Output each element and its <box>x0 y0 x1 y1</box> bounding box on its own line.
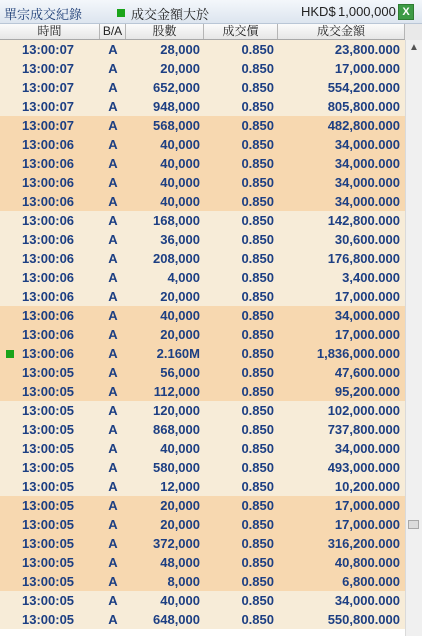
table-row[interactable] <box>0 496 405 515</box>
filter-indicator-icon <box>117 9 125 17</box>
cell-ba: A <box>108 574 118 589</box>
cell-ba: A <box>108 118 118 133</box>
large-trade-marker-icon <box>6 350 14 358</box>
scrollbar-corner <box>405 24 422 40</box>
cell-shares: 48,000 <box>160 555 200 570</box>
cell-amount: 17,000.000 <box>334 327 400 342</box>
cell-ba: A <box>108 99 118 114</box>
currency-label: HKD$ <box>301 4 336 19</box>
table-row[interactable] <box>0 439 405 458</box>
scroll-thumb[interactable] <box>408 520 419 529</box>
cell-time: 13:00:06 <box>22 232 75 247</box>
table-row[interactable] <box>0 306 405 325</box>
cell-ba: A <box>108 441 118 456</box>
cell-amount: 6,800.000 <box>342 574 400 589</box>
cell-amount: 17,000.000 <box>334 61 400 76</box>
cell-price: 0.850 <box>241 232 274 247</box>
cell-time: 13:00:06 <box>22 156 75 171</box>
cell-shares: 40,000 <box>160 441 200 456</box>
cell-shares: 40,000 <box>160 156 200 171</box>
cell-ba: A <box>108 270 118 285</box>
cell-amount: 23,800.000 <box>334 42 400 57</box>
cell-ba: A <box>108 593 118 608</box>
table-row[interactable] <box>0 287 405 306</box>
column-header-shares[interactable]: 股數 <box>126 24 204 39</box>
cell-time: 13:00:06 <box>22 327 75 342</box>
table-row[interactable] <box>0 192 405 211</box>
cell-ba: A <box>108 232 118 247</box>
table-row[interactable] <box>0 420 405 439</box>
cell-price: 0.850 <box>241 194 274 209</box>
vertical-scrollbar[interactable] <box>405 40 422 636</box>
table-row[interactable] <box>0 59 405 78</box>
window-title: 單宗成交紀錄 <box>4 7 83 22</box>
table-row[interactable] <box>0 344 405 363</box>
cell-shares: 8,000 <box>167 574 200 589</box>
cell-ba: A <box>108 479 118 494</box>
cell-ba: A <box>108 384 118 399</box>
cell-price: 0.850 <box>241 61 274 76</box>
cell-shares: 12,000 <box>160 479 200 494</box>
cell-shares: 168,000 <box>153 213 200 228</box>
cell-shares: 208,000 <box>153 251 200 266</box>
cell-ba: A <box>108 42 118 57</box>
cell-ba: A <box>108 422 118 437</box>
cell-price: 0.850 <box>241 213 274 228</box>
cell-ba: A <box>108 536 118 551</box>
cell-ba: A <box>108 555 118 570</box>
table-row[interactable] <box>0 572 405 591</box>
table-row[interactable] <box>0 211 405 230</box>
cell-time: 13:00:06 <box>22 346 75 361</box>
cell-time: 13:00:07 <box>22 118 75 133</box>
cell-ba: A <box>108 156 118 171</box>
cell-time: 13:00:05 <box>22 441 75 456</box>
cell-ba: A <box>108 460 118 475</box>
cell-shares: 40,000 <box>160 194 200 209</box>
column-header-time[interactable]: 時間 <box>0 24 100 39</box>
cell-shares: 40,000 <box>160 308 200 323</box>
cell-price: 0.850 <box>241 118 274 133</box>
cell-price: 0.850 <box>241 251 274 266</box>
cell-ba: A <box>108 365 118 380</box>
trade-list <box>0 40 405 636</box>
cell-shares: 40,000 <box>160 137 200 152</box>
column-header-price[interactable]: 成交價 <box>204 24 278 39</box>
cell-price: 0.850 <box>241 384 274 399</box>
cell-price: 0.850 <box>241 270 274 285</box>
cell-time: 13:00:06 <box>22 289 75 304</box>
cell-price: 0.850 <box>241 403 274 418</box>
cell-amount: 34,000.000 <box>334 593 400 608</box>
cell-ba: A <box>108 137 118 152</box>
cell-time: 13:00:07 <box>22 61 75 76</box>
cell-price: 0.850 <box>241 346 274 361</box>
cell-price: 0.850 <box>241 555 274 570</box>
cell-time: 13:00:05 <box>22 384 75 399</box>
cell-ba: A <box>108 80 118 95</box>
table-header <box>0 24 405 40</box>
cell-time: 13:00:05 <box>22 365 75 380</box>
table-row[interactable] <box>0 268 405 287</box>
cell-time: 13:00:05 <box>22 479 75 494</box>
table-row[interactable] <box>0 515 405 534</box>
cell-price: 0.850 <box>241 156 274 171</box>
cell-shares: 2.160M <box>156 346 200 361</box>
column-header-amount[interactable]: 成交金額 <box>278 24 405 39</box>
table-row[interactable] <box>0 534 405 553</box>
cell-amount: 3,400.000 <box>342 270 400 285</box>
cell-ba: A <box>108 403 118 418</box>
table-row[interactable] <box>0 591 405 610</box>
cell-price: 0.850 <box>241 441 274 456</box>
cell-price: 0.850 <box>241 479 274 494</box>
cell-amount: 10,200.000 <box>334 479 400 494</box>
cell-price: 0.850 <box>241 460 274 475</box>
scroll-up-icon[interactable]: ▲ <box>409 42 419 53</box>
cell-shares: 120,000 <box>153 403 200 418</box>
table-row[interactable] <box>0 458 405 477</box>
table-row[interactable] <box>0 477 405 496</box>
cell-ba: A <box>108 308 118 323</box>
cell-shares: 40,000 <box>160 593 200 608</box>
cell-time: 13:00:06 <box>22 308 75 323</box>
table-row[interactable] <box>0 382 405 401</box>
cell-shares: 648,000 <box>153 612 200 627</box>
cell-amount: 34,000.000 <box>334 441 400 456</box>
cell-amount: 17,000.000 <box>334 498 400 513</box>
cell-shares: 948,000 <box>153 99 200 114</box>
cell-shares: 28,000 <box>160 42 200 57</box>
cell-time: 13:00:05 <box>22 403 75 418</box>
cell-amount: 17,000.000 <box>334 289 400 304</box>
cell-amount: 482,800.000 <box>327 118 400 133</box>
cell-amount: 550,800.000 <box>327 612 400 627</box>
cell-time: 13:00:06 <box>22 175 75 190</box>
cell-amount: 493,000.000 <box>327 460 400 475</box>
cell-amount: 40,800.000 <box>334 555 400 570</box>
cell-amount: 34,000.000 <box>334 137 400 152</box>
cell-ba: A <box>108 194 118 209</box>
cell-amount: 1,836,000.000 <box>316 346 400 361</box>
cell-time: 13:00:05 <box>22 612 75 627</box>
cell-ba: A <box>108 612 118 627</box>
cell-price: 0.850 <box>241 137 274 152</box>
cell-amount: 554,200.000 <box>327 80 400 95</box>
cell-ba: A <box>108 175 118 190</box>
cell-amount: 34,000.000 <box>334 156 400 171</box>
cell-amount: 34,000.000 <box>334 175 400 190</box>
table-row[interactable] <box>0 363 405 382</box>
cell-shares: 868,000 <box>153 422 200 437</box>
cell-shares: 580,000 <box>153 460 200 475</box>
table-row[interactable] <box>0 78 405 97</box>
table-row[interactable] <box>0 154 405 173</box>
cell-price: 0.850 <box>241 308 274 323</box>
cell-shares: 20,000 <box>160 327 200 342</box>
cell-amount: 102,000.000 <box>327 403 400 418</box>
table-row[interactable] <box>0 610 405 629</box>
cell-shares: 20,000 <box>160 289 200 304</box>
table-row[interactable] <box>0 249 405 268</box>
column-header-ba[interactable]: B/A <box>100 24 126 39</box>
cell-ba: A <box>108 517 118 532</box>
cell-shares: 20,000 <box>160 517 200 532</box>
cell-amount: 176,800.000 <box>327 251 400 266</box>
table-row[interactable] <box>0 325 405 344</box>
cell-price: 0.850 <box>241 517 274 532</box>
cell-shares: 652,000 <box>153 80 200 95</box>
cell-ba: A <box>108 213 118 228</box>
cell-amount: 34,000.000 <box>334 194 400 209</box>
table-row[interactable] <box>0 135 405 154</box>
cell-time: 13:00:06 <box>22 251 75 266</box>
filter-label: 成交金額大於 <box>131 7 210 22</box>
cell-amount: 34,000.000 <box>334 308 400 323</box>
cell-ba: A <box>108 289 118 304</box>
cell-amount: 142,800.000 <box>327 213 400 228</box>
cell-shares: 372,000 <box>153 536 200 551</box>
cell-shares: 40,000 <box>160 175 200 190</box>
table-row[interactable] <box>0 173 405 192</box>
cell-price: 0.850 <box>241 422 274 437</box>
table-row[interactable] <box>0 97 405 116</box>
cell-amount: 17,000.000 <box>334 517 400 532</box>
cell-time: 13:00:06 <box>22 194 75 209</box>
cell-shares: 56,000 <box>160 365 200 380</box>
cell-amount: 95,200.000 <box>334 384 400 399</box>
cell-amount: 316,200.000 <box>327 536 400 551</box>
cell-price: 0.850 <box>241 99 274 114</box>
cell-price: 0.850 <box>241 612 274 627</box>
table-row[interactable] <box>0 230 405 249</box>
cell-price: 0.850 <box>241 365 274 380</box>
cell-shares: 36,000 <box>160 232 200 247</box>
cell-time: 13:00:07 <box>22 80 75 95</box>
cell-price: 0.850 <box>241 42 274 57</box>
cell-time: 13:00:05 <box>22 555 75 570</box>
cell-price: 0.850 <box>241 536 274 551</box>
cell-ba: A <box>108 61 118 76</box>
cell-time: 13:00:07 <box>22 42 75 57</box>
cell-amount: 30,600.000 <box>334 232 400 247</box>
cell-time: 13:00:06 <box>22 213 75 228</box>
cell-price: 0.850 <box>241 175 274 190</box>
threshold-value[interactable]: 1,000,000 <box>338 4 396 19</box>
cell-shares: 20,000 <box>160 498 200 513</box>
cell-shares: 112,000 <box>153 384 200 399</box>
cell-price: 0.850 <box>241 593 274 608</box>
cell-price: 0.850 <box>241 574 274 589</box>
table-row[interactable] <box>0 553 405 572</box>
cell-shares: 568,000 <box>153 118 200 133</box>
cell-time: 13:00:05 <box>22 536 75 551</box>
cell-price: 0.850 <box>241 289 274 304</box>
cell-shares: 20,000 <box>160 61 200 76</box>
table-row[interactable] <box>0 401 405 420</box>
excel-export-icon[interactable]: X <box>398 4 414 20</box>
cell-ba: A <box>108 251 118 266</box>
cell-time: 13:00:05 <box>22 498 75 513</box>
table-row[interactable] <box>0 40 405 59</box>
cell-ba: A <box>108 346 118 361</box>
cell-time: 13:00:05 <box>22 517 75 532</box>
cell-time: 13:00:07 <box>22 99 75 114</box>
cell-time: 13:00:05 <box>22 460 75 475</box>
table-row[interactable] <box>0 116 405 135</box>
cell-amount: 47,600.000 <box>334 365 400 380</box>
cell-price: 0.850 <box>241 327 274 342</box>
toolbar <box>0 0 422 24</box>
cell-time: 13:00:06 <box>22 270 75 285</box>
cell-time: 13:00:05 <box>22 593 75 608</box>
cell-amount: 737,800.000 <box>327 422 400 437</box>
cell-time: 13:00:06 <box>22 137 75 152</box>
cell-amount: 805,800.000 <box>327 99 400 114</box>
cell-time: 13:00:05 <box>22 574 75 589</box>
cell-price: 0.850 <box>241 498 274 513</box>
cell-shares: 4,000 <box>167 270 200 285</box>
cell-time: 13:00:05 <box>22 422 75 437</box>
cell-price: 0.850 <box>241 80 274 95</box>
cell-ba: A <box>108 327 118 342</box>
cell-ba: A <box>108 498 118 513</box>
